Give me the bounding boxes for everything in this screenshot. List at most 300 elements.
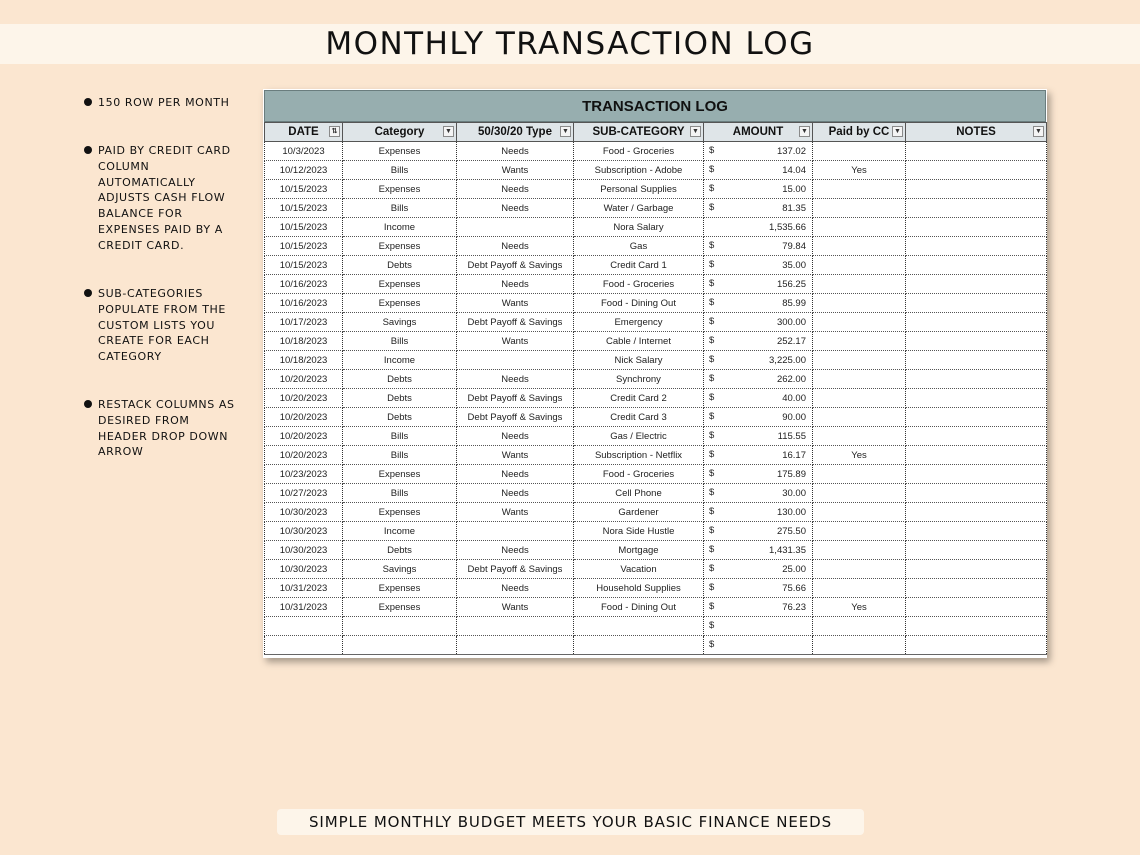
cell-notes[interactable] (906, 408, 1047, 427)
cell-date[interactable]: 10/18/2023 (265, 351, 343, 370)
cell-date[interactable]: 10/23/2023 (265, 465, 343, 484)
cell-date[interactable]: 10/15/2023 (265, 218, 343, 237)
cell-date[interactable]: 10/17/2023 (265, 313, 343, 332)
cell-date[interactable]: 10/20/2023 (265, 427, 343, 446)
cell-date[interactable]: 10/18/2023 (265, 332, 343, 351)
cell-paid-by-cc[interactable] (813, 541, 906, 560)
currency-symbol: $ (709, 202, 715, 213)
amount-value: 30.00 (782, 487, 806, 499)
filter-dropdown-icon[interactable]: ▼ (690, 126, 701, 137)
table-row (265, 351, 1047, 370)
cell-notes[interactable] (906, 598, 1047, 617)
cell-type[interactable] (457, 522, 574, 541)
amount-value: 137.02 (776, 145, 806, 157)
cell-date[interactable]: 10/30/2023 (265, 522, 343, 541)
cell-notes[interactable] (906, 389, 1047, 408)
table-row (265, 408, 1047, 427)
cell-amount[interactable] (704, 465, 813, 484)
table-row (265, 332, 1047, 351)
cell-date[interactable]: 10/30/2023 (265, 503, 343, 522)
cell-amount[interactable] (704, 161, 813, 180)
cell-date[interactable]: 10/16/2023 (265, 294, 343, 313)
filter-dropdown-icon[interactable]: ▼ (443, 126, 454, 137)
cell-amount[interactable] (704, 617, 813, 636)
cell-notes[interactable] (906, 313, 1047, 332)
currency-symbol: $ (709, 297, 715, 308)
table-row (265, 541, 1047, 560)
cell-paid-by-cc[interactable]: Yes (813, 161, 906, 180)
currency-symbol: $ (709, 392, 715, 403)
amount-value: 16.17 (782, 449, 806, 461)
amount-value: 1,431.35 (769, 544, 806, 556)
cell-paid-by-cc[interactable] (813, 465, 906, 484)
cell-paid-by-cc[interactable] (813, 294, 906, 313)
cell-sub-category[interactable]: Water / Garbage (574, 199, 704, 218)
table-row (265, 275, 1047, 294)
footer-tagline: SIMPLE MONTHLY BUDGET MEETS YOUR BASIC FINANCE NEEDS (277, 809, 864, 835)
cell-category[interactable]: Debts (343, 370, 457, 389)
cell-amount[interactable] (704, 218, 813, 237)
cell-sub-category[interactable]: Food - Dining Out (574, 598, 704, 617)
cell-category[interactable]: Expenses (343, 275, 457, 294)
cell-date[interactable]: 10/31/2023 (265, 579, 343, 598)
currency-symbol: $ (709, 183, 715, 194)
cell-sub-category[interactable]: Subscription - Adobe (574, 161, 704, 180)
cell-category[interactable]: Income (343, 351, 457, 370)
cell-category[interactable]: Expenses (343, 598, 457, 617)
table-row (265, 446, 1047, 465)
cell-category[interactable]: Bills (343, 484, 457, 503)
cell-sub-category[interactable] (574, 636, 704, 655)
cell-sub-category[interactable]: Vacation (574, 560, 704, 579)
cell-category[interactable]: Debts (343, 408, 457, 427)
cell-sub-category[interactable]: Credit Card 1 (574, 256, 704, 275)
bullet-dot-icon (84, 98, 92, 106)
currency-symbol: $ (709, 259, 715, 270)
cell-notes[interactable] (906, 180, 1047, 199)
cell-date[interactable]: 10/16/2023 (265, 275, 343, 294)
amount-value: 262.00 (776, 373, 806, 385)
cell-paid-by-cc[interactable] (813, 408, 906, 427)
table-row (265, 294, 1047, 313)
cell-amount[interactable] (704, 351, 813, 370)
amount-value: 40.00 (782, 392, 806, 404)
cell-notes[interactable] (906, 541, 1047, 560)
cell-paid-by-cc[interactable] (813, 218, 906, 237)
cell-type[interactable]: Needs (457, 427, 574, 446)
table-body (265, 142, 1047, 655)
cell-paid-by-cc[interactable] (813, 370, 906, 389)
cell-date[interactable]: 10/31/2023 (265, 598, 343, 617)
filter-dropdown-icon[interactable]: ▼ (799, 126, 810, 137)
cell-category[interactable]: Debts (343, 256, 457, 275)
cell-sub-category[interactable]: Personal Supplies (574, 180, 704, 199)
cell-amount[interactable] (704, 294, 813, 313)
cell-amount[interactable] (704, 560, 813, 579)
table-row (265, 484, 1047, 503)
cell-category[interactable]: Bills (343, 427, 457, 446)
cell-type[interactable] (457, 218, 574, 237)
cell-date[interactable]: 10/12/2023 (265, 161, 343, 180)
cell-amount[interactable] (704, 503, 813, 522)
cell-notes[interactable] (906, 522, 1047, 541)
cell-type[interactable]: Needs (457, 370, 574, 389)
cell-notes[interactable] (906, 161, 1047, 180)
cell-type[interactable]: Wants (457, 294, 574, 313)
currency-symbol: $ (709, 164, 715, 175)
cell-sub-category[interactable]: Food - Groceries (574, 465, 704, 484)
cell-sub-category[interactable]: Gas / Electric (574, 427, 704, 446)
cell-type[interactable]: Needs (457, 275, 574, 294)
cell-category[interactable]: Savings (343, 313, 457, 332)
cell-amount[interactable] (704, 332, 813, 351)
table-row (265, 427, 1047, 446)
currency-symbol: $ (709, 506, 715, 517)
cell-paid-by-cc[interactable]: Yes (813, 598, 906, 617)
amount-value: 79.84 (782, 240, 806, 252)
col-header-paid-by-cc[interactable] (813, 123, 906, 142)
currency-symbol: $ (709, 449, 715, 460)
cell-type[interactable]: Debt Payoff & Savings (457, 256, 574, 275)
col-header-label: Category (374, 126, 425, 138)
page-title: MONTHLY TRANSACTION LOG (325, 26, 815, 62)
amount-value: 1,535.66 (769, 221, 806, 233)
amount-value: 14.04 (782, 164, 806, 176)
col-header-type[interactable] (457, 123, 574, 142)
amount-value: 25.00 (782, 563, 806, 575)
table-row (265, 598, 1047, 617)
table-row (265, 389, 1047, 408)
cell-sub-category[interactable]: Credit Card 3 (574, 408, 704, 427)
amount-value: 76.23 (782, 601, 806, 613)
cell-paid-by-cc[interactable] (813, 351, 906, 370)
cell-type[interactable]: Wants (457, 503, 574, 522)
cell-notes[interactable] (906, 256, 1047, 275)
amount-value: 85.99 (782, 297, 806, 309)
cell-paid-by-cc[interactable]: Yes (813, 446, 906, 465)
table-row (265, 180, 1047, 199)
cell-amount[interactable] (704, 484, 813, 503)
cell-type[interactable]: Needs (457, 199, 574, 218)
cell-sub-category[interactable]: Synchrony (574, 370, 704, 389)
cell-sub-category[interactable]: Food - Groceries (574, 275, 704, 294)
cell-category[interactable]: Expenses (343, 465, 457, 484)
cell-paid-by-cc[interactable] (813, 256, 906, 275)
col-header-amount[interactable] (704, 123, 813, 142)
cell-notes[interactable] (906, 370, 1047, 389)
bullet-text: 150 ROW PER MONTH (98, 96, 230, 109)
amount-value: 75.66 (782, 582, 806, 594)
cell-notes[interactable] (906, 465, 1047, 484)
cell-date[interactable]: 10/3/2023 (265, 142, 343, 161)
cell-paid-by-cc[interactable] (813, 579, 906, 598)
currency-symbol: $ (709, 430, 715, 441)
cell-paid-by-cc[interactable] (813, 522, 906, 541)
cell-sub-category[interactable]: Nora Salary (574, 218, 704, 237)
cell-notes[interactable] (906, 427, 1047, 446)
col-header-notes[interactable] (906, 123, 1047, 142)
header-row (265, 123, 1047, 142)
col-header-label: DATE (288, 126, 319, 138)
cell-category[interactable]: Income (343, 522, 457, 541)
currency-symbol: $ (709, 563, 715, 574)
cell-type[interactable]: Needs (457, 541, 574, 560)
col-header-label: SUB-CATEGORY (592, 126, 685, 138)
cell-category[interactable]: Expenses (343, 142, 457, 161)
table-row (265, 503, 1047, 522)
cell-category[interactable]: Debts (343, 389, 457, 408)
cell-type[interactable]: Wants (457, 598, 574, 617)
currency-symbol: $ (709, 639, 715, 650)
table-row (265, 579, 1047, 598)
cell-notes[interactable] (906, 579, 1047, 598)
cell-amount[interactable] (704, 370, 813, 389)
cell-amount[interactable] (704, 389, 813, 408)
cell-amount[interactable] (704, 142, 813, 161)
cell-category[interactable]: Expenses (343, 180, 457, 199)
table-row (265, 522, 1047, 541)
filter-dropdown-icon[interactable]: ▼ (560, 126, 571, 137)
cell-date[interactable]: 10/30/2023 (265, 560, 343, 579)
transaction-log-sheet (263, 89, 1047, 658)
cell-paid-by-cc[interactable] (813, 180, 906, 199)
amount-value: 81.35 (782, 202, 806, 214)
cell-category[interactable]: Expenses (343, 237, 457, 256)
cell-date[interactable]: 10/15/2023 (265, 256, 343, 275)
cell-date[interactable]: 10/15/2023 (265, 199, 343, 218)
cell-type[interactable]: Needs (457, 484, 574, 503)
cell-amount[interactable] (704, 579, 813, 598)
col-header-label: NOTES (956, 126, 996, 138)
col-header-date[interactable] (265, 123, 343, 142)
currency-symbol: $ (709, 601, 715, 612)
cell-amount[interactable] (704, 598, 813, 617)
top-strip (0, 0, 1140, 24)
cell-type[interactable]: Wants (457, 161, 574, 180)
cell-category[interactable] (343, 636, 457, 655)
amount-value: 275.50 (776, 525, 806, 537)
cell-type[interactable]: Needs (457, 142, 574, 161)
cell-notes[interactable] (906, 218, 1047, 237)
cell-paid-by-cc[interactable] (813, 332, 906, 351)
cell-paid-by-cc[interactable] (813, 560, 906, 579)
cell-notes[interactable] (906, 237, 1047, 256)
table-row (265, 199, 1047, 218)
cell-sub-category[interactable]: Mortgage (574, 541, 704, 560)
cell-paid-by-cc[interactable] (813, 313, 906, 332)
currency-symbol: $ (709, 468, 715, 479)
cell-sub-category[interactable]: Household Supplies (574, 579, 704, 598)
amount-value: 3,225.00 (769, 354, 806, 366)
cell-category[interactable]: Bills (343, 446, 457, 465)
cell-category[interactable]: Bills (343, 161, 457, 180)
currency-symbol: $ (709, 411, 715, 422)
currency-symbol: $ (709, 525, 715, 536)
cell-date[interactable]: 10/15/2023 (265, 237, 343, 256)
cell-category[interactable]: Debts (343, 541, 457, 560)
cell-amount[interactable] (704, 541, 813, 560)
table-row (265, 465, 1047, 484)
cell-amount[interactable] (704, 180, 813, 199)
table-row (265, 237, 1047, 256)
cell-paid-by-cc[interactable] (813, 617, 906, 636)
cell-type[interactable]: Wants (457, 332, 574, 351)
cell-type[interactable]: Debt Payoff & Savings (457, 313, 574, 332)
cell-date[interactable]: 10/20/2023 (265, 389, 343, 408)
cell-sub-category[interactable] (574, 617, 704, 636)
cell-notes[interactable] (906, 275, 1047, 294)
cell-type[interactable]: Debt Payoff & Savings (457, 560, 574, 579)
cell-notes[interactable] (906, 446, 1047, 465)
table-row (265, 142, 1047, 161)
cell-sub-category[interactable]: Nick Salary (574, 351, 704, 370)
cell-sub-category[interactable]: Cell Phone (574, 484, 704, 503)
table-row (265, 370, 1047, 389)
cell-date[interactable] (265, 617, 343, 636)
cell-type[interactable]: Needs (457, 237, 574, 256)
amount-value: 90.00 (782, 411, 806, 423)
cell-amount[interactable] (704, 636, 813, 655)
sort-dropdown-icon[interactable]: ⇅ (329, 126, 340, 137)
cell-paid-by-cc[interactable] (813, 484, 906, 503)
cell-notes[interactable] (906, 351, 1047, 370)
cell-type[interactable]: Needs (457, 579, 574, 598)
cell-paid-by-cc[interactable] (813, 636, 906, 655)
cell-notes[interactable] (906, 142, 1047, 161)
cell-category[interactable] (343, 617, 457, 636)
currency-symbol: $ (709, 487, 715, 498)
bullet-dot-icon (84, 146, 92, 154)
transaction-table (264, 122, 1047, 655)
cell-notes[interactable] (906, 294, 1047, 313)
table-row (265, 636, 1047, 655)
table-row (265, 256, 1047, 275)
cell-amount[interactable] (704, 199, 813, 218)
cell-paid-by-cc[interactable] (813, 389, 906, 408)
bullet-text: PAID BY CREDIT CARD COLUMN AUTOMATICALLY ADJUSTS CASH FLOW BALANCE FOR EXPENSES PAID BY A CREDIT CARD. (98, 144, 231, 252)
amount-value: 15.00 (782, 183, 806, 195)
cell-date[interactable]: 10/20/2023 (265, 370, 343, 389)
cell-type[interactable]: Debt Payoff & Savings (457, 389, 574, 408)
cell-amount[interactable] (704, 427, 813, 446)
cell-category[interactable]: Income (343, 218, 457, 237)
cell-paid-by-cc[interactable] (813, 275, 906, 294)
cell-paid-by-cc[interactable] (813, 199, 906, 218)
cell-date[interactable]: 10/30/2023 (265, 541, 343, 560)
cell-category[interactable]: Savings (343, 560, 457, 579)
cell-sub-category[interactable]: Cable / Internet (574, 332, 704, 351)
cell-category[interactable]: Bills (343, 199, 457, 218)
cell-sub-category[interactable]: Credit Card 2 (574, 389, 704, 408)
cell-sub-category[interactable]: Emergency (574, 313, 704, 332)
cell-amount[interactable] (704, 446, 813, 465)
cell-sub-category[interactable]: Nora Side Hustle (574, 522, 704, 541)
cell-amount[interactable] (704, 256, 813, 275)
amount-value: 252.17 (776, 335, 806, 347)
table-row (265, 617, 1047, 636)
amount-value: 35.00 (782, 259, 806, 271)
cell-type[interactable] (457, 351, 574, 370)
currency-symbol: $ (709, 145, 715, 156)
cell-date[interactable] (265, 636, 343, 655)
bullet-text: RESTACK COLUMNS AS DESIRED FROM HEADER DROP DOWN ARROW (98, 398, 235, 459)
currency-symbol: $ (709, 373, 715, 384)
filter-dropdown-icon[interactable]: ▼ (1033, 126, 1044, 137)
currency-symbol: $ (709, 240, 715, 251)
cell-notes[interactable] (906, 560, 1047, 579)
cell-amount[interactable] (704, 237, 813, 256)
currency-symbol: $ (709, 335, 715, 346)
cell-date[interactable]: 10/20/2023 (265, 446, 343, 465)
currency-symbol: $ (709, 316, 715, 327)
table-row (265, 560, 1047, 579)
cell-date[interactable]: 10/15/2023 (265, 180, 343, 199)
cell-notes[interactable] (906, 503, 1047, 522)
cell-notes[interactable] (906, 199, 1047, 218)
currency-symbol: $ (709, 278, 715, 289)
cell-notes[interactable] (906, 484, 1047, 503)
cell-amount[interactable] (704, 275, 813, 294)
col-header-label: Paid by CC (828, 126, 890, 138)
cell-paid-by-cc[interactable] (813, 503, 906, 522)
cell-notes[interactable] (906, 636, 1047, 655)
sheet-title: TRANSACTION LOG (264, 90, 1046, 122)
cell-amount[interactable] (704, 408, 813, 427)
cell-type[interactable]: Needs (457, 465, 574, 484)
cell-sub-category[interactable]: Food - Dining Out (574, 294, 704, 313)
cell-type[interactable] (457, 617, 574, 636)
cell-type[interactable]: Wants (457, 446, 574, 465)
bullet-dot-icon (84, 400, 92, 408)
bullet-text: SUB-CATEGORIES POPULATE FROM THE CUSTOM LISTS YOU CREATE FOR EACH CATEGORY (98, 287, 226, 364)
filter-dropdown-icon[interactable]: ▼ (892, 126, 903, 137)
cell-date[interactable]: 10/20/2023 (265, 408, 343, 427)
cell-type[interactable]: Needs (457, 180, 574, 199)
table-row (265, 218, 1047, 237)
currency-symbol: $ (709, 620, 715, 631)
cell-date[interactable]: 10/27/2023 (265, 484, 343, 503)
cell-paid-by-cc[interactable] (813, 142, 906, 161)
col-header-label: 50/30/20 Type (478, 126, 552, 138)
amount-value: 300.00 (776, 316, 806, 328)
cell-notes[interactable] (906, 617, 1047, 636)
cell-sub-category[interactable]: Gardener (574, 503, 704, 522)
col-header-label: AMOUNT (732, 126, 784, 138)
currency-symbol: $ (709, 544, 715, 555)
cell-paid-by-cc[interactable] (813, 427, 906, 446)
cell-notes[interactable] (906, 332, 1047, 351)
cell-category[interactable]: Expenses (343, 503, 457, 522)
cell-category[interactable]: Expenses (343, 294, 457, 313)
currency-symbol: $ (709, 354, 715, 365)
cell-category[interactable]: Bills (343, 332, 457, 351)
cell-category[interactable]: Expenses (343, 579, 457, 598)
cell-sub-category[interactable]: Gas (574, 237, 704, 256)
cell-amount[interactable] (704, 313, 813, 332)
cell-type[interactable]: Debt Payoff & Savings (457, 408, 574, 427)
cell-type[interactable] (457, 636, 574, 655)
amount-value: 130.00 (776, 506, 806, 518)
cell-sub-category[interactable]: Food - Groceries (574, 142, 704, 161)
amount-value: 115.55 (777, 430, 806, 442)
bullet-dot-icon (84, 289, 92, 297)
cell-amount[interactable] (704, 522, 813, 541)
col-header-sub-category[interactable] (574, 123, 704, 142)
cell-paid-by-cc[interactable] (813, 237, 906, 256)
col-header-category[interactable] (343, 123, 457, 142)
cell-sub-category[interactable]: Subscription - Netflix (574, 446, 704, 465)
amount-value: 156.25 (776, 278, 806, 290)
